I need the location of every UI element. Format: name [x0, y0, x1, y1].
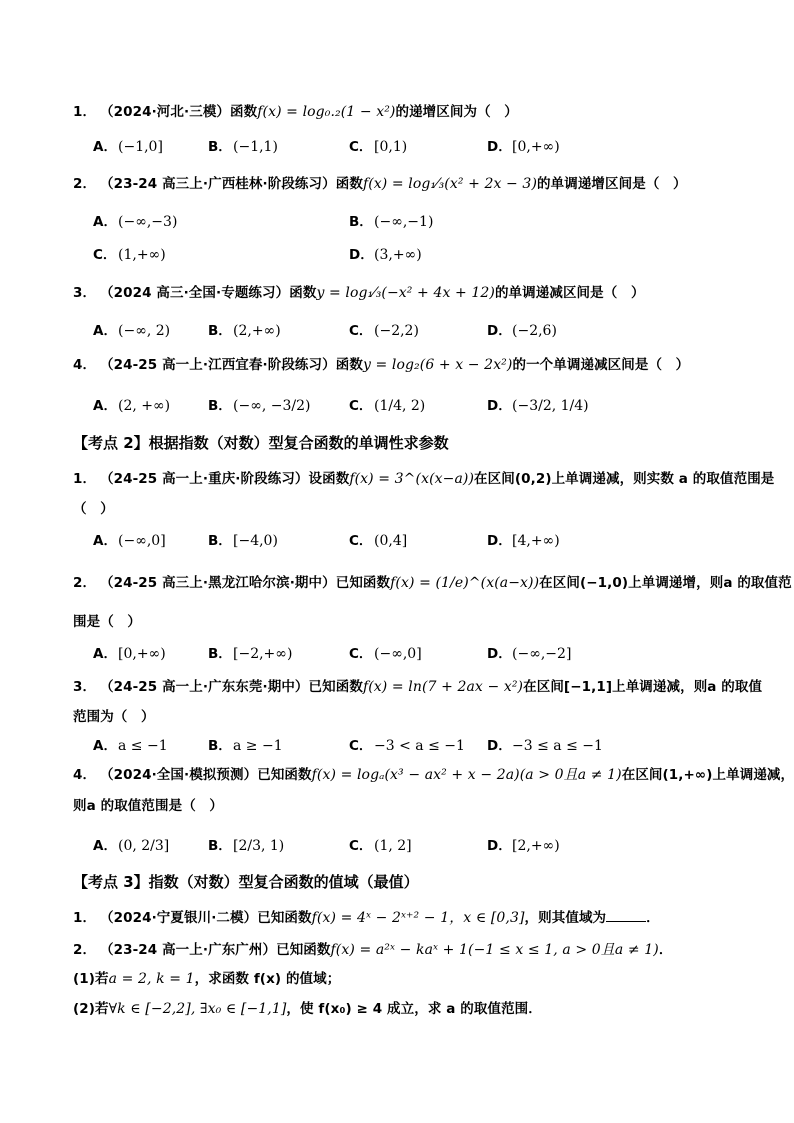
- option-value: [0,+∞): [118, 646, 166, 662]
- question-number: 3．: [73, 285, 97, 301]
- option-d[interactable]: [487, 834, 560, 854]
- option-label: D．: [487, 139, 512, 155]
- option-b[interactable]: [208, 642, 292, 662]
- option-c[interactable]: [349, 642, 422, 662]
- option-a[interactable]: [93, 834, 169, 854]
- option-a[interactable]: [93, 734, 168, 754]
- question-source: （24-25 高三上·黑龙江哈尔滨·期中）已知函数: [100, 575, 391, 591]
- option-d[interactable]: [487, 394, 589, 414]
- option-value: a ≤ −1: [118, 738, 168, 754]
- option-value: −3 ≤ a ≤ −1: [512, 738, 603, 754]
- option-b[interactable]: [349, 210, 433, 230]
- section-heading-3: 【考点 3】指数（对数）型复合函数的值域（最值）: [73, 873, 419, 891]
- option-label: A．: [93, 646, 117, 662]
- option-value: (−∞,−1): [374, 214, 434, 230]
- question-tail: ，则其值域为: [524, 910, 607, 926]
- option-label: B．: [349, 214, 373, 230]
- question-tail: ．: [658, 942, 673, 958]
- option-value: (−2,6): [512, 323, 557, 339]
- question-3-2: [73, 938, 672, 959]
- option-label: A．: [93, 533, 117, 549]
- option-value: (−∞,0]: [118, 533, 166, 549]
- option-c[interactable]: [349, 319, 419, 339]
- option-c[interactable]: [349, 394, 425, 414]
- option-b[interactable]: [208, 135, 278, 155]
- option-label: D．: [487, 398, 512, 414]
- question-3-1: [73, 906, 660, 927]
- option-label: D．: [487, 323, 512, 339]
- option-label: A．: [93, 323, 117, 339]
- question-source: （2024·宁夏银川·二模）已知函数: [100, 910, 312, 926]
- option-value: (−∞, −3/2): [233, 398, 311, 414]
- option-d[interactable]: [487, 135, 560, 155]
- question-number: 2．: [73, 942, 97, 958]
- option-value: (1, 2]: [374, 838, 412, 854]
- option-a[interactable]: [93, 319, 170, 339]
- option-label: D．: [487, 533, 512, 549]
- question-2-2: [73, 571, 792, 591]
- option-d[interactable]: [349, 243, 422, 263]
- question-number: 1．: [73, 104, 97, 120]
- option-value: [0,+∞): [512, 139, 560, 155]
- formula: f(x) = logₐ(x³ − ax² + x − 2a)(a > 0且a ≠ 1): [311, 767, 622, 783]
- option-value: a ≥ −1: [233, 738, 283, 754]
- option-a[interactable]: [93, 135, 163, 155]
- option-label: C．: [349, 323, 373, 339]
- question-1-4: [73, 353, 689, 373]
- sub-question-number: (1): [73, 971, 96, 987]
- question-source: （23-24 高一上·广东广州）已知函数: [100, 942, 331, 958]
- option-value: (0,4]: [374, 533, 408, 549]
- question-source: （24-25 高一上·重庆·阶段练习）设函数: [100, 471, 350, 487]
- question-number: 3．: [73, 679, 97, 695]
- question-1-1: [73, 100, 518, 120]
- question-2-2-cont: 围是（ ）: [73, 614, 141, 630]
- option-value: [2,+∞): [512, 838, 560, 854]
- formula: y = log₂(6 + x − 2x²): [362, 357, 513, 373]
- formula: ∀k ∈ [−2,2], ∃x₀ ∈ [−1,1]: [108, 1001, 287, 1017]
- option-value: −3 < a ≤ −1: [374, 738, 465, 754]
- option-a[interactable]: [93, 529, 166, 549]
- question-tail: 在区间(1,+∞)上单调递减，: [621, 767, 794, 783]
- option-label: D．: [487, 738, 512, 754]
- question-tail: 的单调递增区间是（ ）: [537, 176, 687, 192]
- formula: f(x) = 3^(x(x−a)): [349, 471, 475, 487]
- question-source: （2024·全国·模拟预测）已知函数: [100, 767, 312, 783]
- option-d[interactable]: [487, 319, 557, 339]
- option-c[interactable]: [349, 734, 465, 754]
- question-number: 4．: [73, 767, 97, 783]
- option-value: [0,1): [374, 139, 408, 155]
- option-b[interactable]: [208, 834, 284, 854]
- question-end: ．: [646, 910, 660, 926]
- option-value: [2/3, 1): [233, 838, 285, 854]
- option-label: B．: [208, 533, 232, 549]
- question-tail: 的单调递减区间是（ ）: [494, 285, 645, 301]
- option-value: [4,+∞): [512, 533, 560, 549]
- formula: f(x) = a²ˣ − kaˣ + 1(−1 ≤ x ≤ 1, a > 0且a ≠ 1): [330, 942, 659, 958]
- question-tail: 在区间[−1,1]上单调递减，则a 的取值: [523, 679, 763, 695]
- option-value: (1/4, 2): [374, 398, 426, 414]
- option-value: (−∞,−2]: [512, 646, 572, 662]
- question-number: 1．: [73, 471, 97, 487]
- question-2-1: [73, 467, 774, 487]
- sub-question-text: 若: [95, 971, 109, 987]
- question-tail: 在区间(0,2)上单调递减，则实数 a 的取值范围是: [474, 471, 775, 487]
- option-a[interactable]: [93, 394, 170, 414]
- option-c[interactable]: [93, 243, 166, 263]
- option-value: (−1,1): [233, 139, 278, 155]
- option-value: [−2,+∞): [233, 646, 293, 662]
- sub-question-tail: ，求函数 f(x) 的值域；: [194, 971, 341, 987]
- option-label: B．: [208, 398, 232, 414]
- formula: f(x) = ln(7 + 2ax − x²): [362, 679, 524, 695]
- formula: f(x) = log₀.₂(1 − x²): [257, 104, 396, 120]
- question-number: 2．: [73, 575, 97, 591]
- option-a[interactable]: [93, 210, 177, 230]
- option-a[interactable]: [93, 642, 166, 662]
- option-b[interactable]: [208, 394, 310, 414]
- option-value: (−∞, 2): [118, 323, 171, 339]
- option-label: B．: [208, 838, 232, 854]
- option-value: (−∞,−3): [118, 214, 178, 230]
- option-value: (2,+∞): [233, 323, 281, 339]
- option-label: A．: [93, 738, 117, 754]
- option-c[interactable]: [349, 135, 407, 155]
- option-label: C．: [349, 533, 373, 549]
- option-label: D．: [487, 646, 512, 662]
- option-label: D．: [349, 247, 374, 263]
- option-c[interactable]: [349, 529, 407, 549]
- question-source: （24-25 高一上·广东东莞·期中）已知函数: [100, 679, 363, 695]
- option-value: (1,+∞): [118, 247, 166, 263]
- question-2-1-cont: （ ）: [73, 501, 114, 517]
- option-label: C．: [349, 646, 373, 662]
- option-b[interactable]: [208, 734, 283, 754]
- question-2-3: [73, 675, 762, 695]
- question-2-4: [73, 763, 794, 784]
- option-b[interactable]: [208, 319, 281, 339]
- option-d[interactable]: [487, 734, 603, 754]
- question-1-2: [73, 172, 687, 192]
- question-source: （2024·河北·三模）函数: [100, 104, 258, 120]
- option-c[interactable]: [349, 834, 412, 854]
- sub-question-text: 若: [95, 1001, 109, 1017]
- formula: f(x) = 4ˣ − 2ˣ⁺² − 1，x ∈ [0,3]: [311, 910, 525, 926]
- option-label: B．: [208, 323, 232, 339]
- section-heading-2: 【考点 2】根据指数（对数）型复合函数的单调性求参数: [73, 434, 449, 452]
- sub-question-1: [73, 967, 340, 987]
- option-value: (−3/2, 1/4): [512, 398, 589, 414]
- option-value: (−∞,0]: [374, 646, 422, 662]
- formula: f(x) = (1/e)^(x(a−x)): [390, 575, 540, 591]
- option-label: C．: [93, 247, 117, 263]
- question-2-4-cont: 则a 的取值范围是（ ）: [73, 798, 224, 814]
- option-label: C．: [349, 398, 373, 414]
- sub-question-tail: ，使 f(x₀) ≥ 4 成立，求 a 的取值范围．: [286, 1001, 542, 1017]
- answer-blank[interactable]: [606, 909, 646, 922]
- question-tail: 的递增区间为（ ）: [395, 104, 518, 120]
- question-tail: 的一个单调递减区间是（ ）: [512, 357, 690, 373]
- option-label: A．: [93, 838, 117, 854]
- option-label: B．: [208, 139, 232, 155]
- option-label: B．: [208, 646, 232, 662]
- formula: a = 2, k = 1: [108, 971, 195, 987]
- option-label: A．: [93, 214, 117, 230]
- option-value: (−2,2): [374, 323, 419, 339]
- option-value: (2, +∞): [118, 398, 171, 414]
- question-source: （24-25 高一上·江西宜春·阶段练习）函数: [100, 357, 363, 373]
- question-number: 2．: [73, 176, 97, 192]
- question-2-3-cont: 范围为（ ）: [73, 709, 155, 725]
- option-d[interactable]: [487, 529, 560, 549]
- option-label: A．: [93, 139, 117, 155]
- option-value: (3,+∞): [374, 247, 422, 263]
- option-label: D．: [487, 838, 512, 854]
- formula: y = log₁⁄₃(−x² + 4x + 12): [316, 285, 495, 301]
- formula: f(x) = log₁⁄₃(x² + 2x − 3): [362, 176, 538, 192]
- question-1-3: [73, 281, 645, 301]
- option-value: (0, 2/3]: [118, 838, 170, 854]
- option-d[interactable]: [487, 642, 571, 662]
- sub-question-number: (2): [73, 1001, 96, 1017]
- option-value: [−4,0): [233, 533, 278, 549]
- sub-question-2: [73, 997, 542, 1017]
- option-label: A．: [93, 398, 117, 414]
- question-tail: 在区间(−1,0)上单调递增，则a 的取值范: [539, 575, 792, 591]
- option-label: C．: [349, 738, 373, 754]
- option-value: (−1,0]: [118, 139, 163, 155]
- question-source: （2024 高三·全国·专题练习）函数: [100, 285, 317, 301]
- question-source: （23-24 高三上·广西桂林·阶段练习）函数: [100, 176, 363, 192]
- option-b[interactable]: [208, 529, 278, 549]
- question-number: 1．: [73, 910, 97, 926]
- question-number: 4．: [73, 357, 97, 373]
- option-label: C．: [349, 139, 373, 155]
- option-label: B．: [208, 738, 232, 754]
- option-label: C．: [349, 838, 373, 854]
